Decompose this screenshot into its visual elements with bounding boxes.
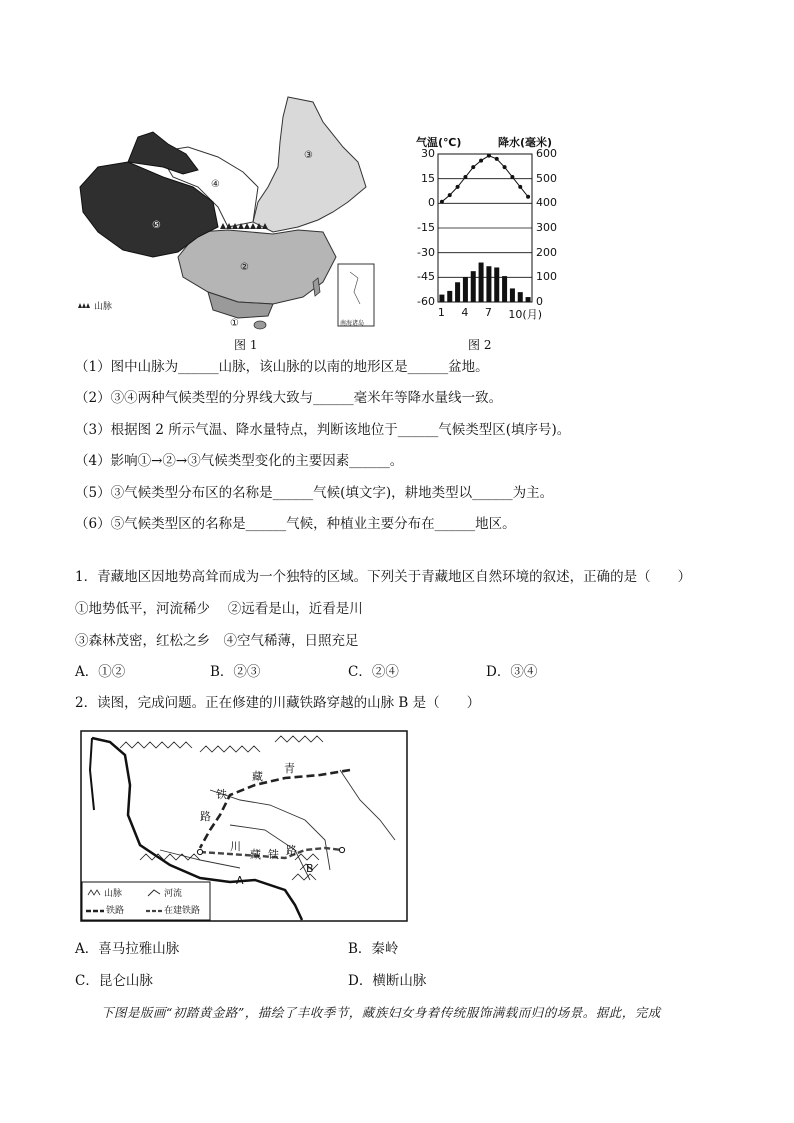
- question-part-2: （2）③④两种气候类型的分界线大致与______毫米年等降水量线一致。: [75, 390, 503, 406]
- q1-line3: ③森林茂密，红松之乡 ④空气稀薄，日照充足: [75, 633, 359, 649]
- map-label-lu: 路: [200, 810, 211, 823]
- temp-point: [440, 200, 444, 204]
- precip-bar: [439, 295, 444, 302]
- precip-bar: [447, 291, 452, 302]
- question-part-6: （6）⑤气候类型区的名称是______气候，种植业主要分布在______地区。: [75, 516, 516, 532]
- precip-bar: [494, 267, 499, 302]
- precip-tick-label: 300: [536, 221, 557, 234]
- precip-bar: [463, 277, 468, 302]
- temp-point: [495, 157, 499, 161]
- legend-mountain-label: 山脉: [94, 302, 113, 312]
- precip-bar: [510, 288, 515, 302]
- sichuan-tibet-railway-map: [80, 730, 408, 922]
- temp-point: [487, 154, 491, 158]
- precip-tick-label: 400: [536, 196, 557, 210]
- precip-tick-label: 100: [536, 270, 557, 284]
- temp-tick-label: -60: [417, 295, 435, 308]
- legend-mountain: 山脉: [104, 889, 123, 899]
- month-tick-label: 10(月): [508, 308, 542, 321]
- precip-bar: [518, 292, 523, 302]
- map-label-zang2: 藏: [250, 848, 261, 861]
- region-label-3: ③: [304, 150, 313, 161]
- month-tick-label: 1: [437, 306, 445, 319]
- temp-tick-label: 30: [421, 147, 435, 160]
- temp-point: [448, 193, 452, 197]
- map-label-qing: 青: [284, 762, 295, 775]
- temp-point: [526, 195, 530, 199]
- figure1-caption: 图 1: [234, 338, 258, 352]
- month-tick-label: 7: [484, 306, 492, 319]
- question-part-5: （5）③气候类型分布区的名称是______气候(填文字)，耕地类型以______为主。: [75, 485, 554, 501]
- legend-river: 河流: [164, 889, 183, 899]
- precip-axis-title: 降水(毫米): [498, 136, 553, 149]
- q1-option-b: B．②③: [210, 664, 261, 680]
- q1-stem: 1．青藏地区因地势高耸而成为一个独特的区域。下列关于青藏地区自然环境的叙述，正确的是（ ）: [75, 569, 692, 585]
- region-label-4: ④: [211, 179, 220, 190]
- precip-tick-label: 200: [536, 245, 557, 259]
- map-label-zang: 藏: [252, 770, 263, 783]
- q1-line2: ①地势低平，河流稀少 ②远看是山，近看是川: [75, 601, 363, 617]
- temp-point: [463, 175, 467, 179]
- temp-tick-label: -45: [417, 270, 435, 284]
- legend-rail: 铁路: [106, 906, 125, 916]
- temp-tick-label: -15: [417, 221, 435, 234]
- figure2-chart: [410, 130, 570, 330]
- temp-axis-title: 气温(℃): [416, 136, 462, 149]
- legend-rail-building: 在建铁路: [164, 906, 201, 916]
- temp-point: [503, 165, 507, 169]
- precip-tick-label: 500: [536, 171, 557, 185]
- precip-bar: [455, 282, 460, 302]
- figure1-map: [68, 92, 380, 332]
- q2-option-b: B．秦岭: [348, 941, 399, 957]
- question-part-1: （1）图中山脉为______山脉，该山脉的以南的地形区是______盆地。: [75, 359, 489, 375]
- precip-tick-label: 600: [536, 147, 557, 160]
- region-label-2: ②: [240, 262, 249, 273]
- precip-bar: [486, 266, 491, 302]
- question-part-3: （3）根据图 2 所示气温、降水量特点，判断该地位于______气候类型区(填序号)。: [75, 422, 571, 438]
- precip-bar: [471, 271, 476, 302]
- q2-stem: 2．读图，完成问题。正在修建的川藏铁路穿越的山脉 B 是（ ）: [75, 695, 481, 711]
- question-part-4: （4）影响①→②→③气候类型变化的主要因素______。: [75, 453, 404, 469]
- precip-bar: [502, 276, 507, 302]
- map-label-chuan: 川: [230, 840, 241, 853]
- map-label-lu2: 路: [286, 844, 297, 857]
- region-label-1: ①: [230, 318, 239, 329]
- temp-point: [471, 165, 475, 169]
- map-label-a: A: [236, 874, 244, 887]
- q2-option-c: C．昆仑山脉: [75, 973, 153, 989]
- temp-tick-label: 15: [421, 171, 435, 185]
- map-label-b: B: [306, 862, 314, 875]
- map-label-tie: 铁: [216, 788, 227, 801]
- q1-option-a: A．①②: [75, 664, 126, 680]
- precip-bar: [479, 263, 484, 302]
- q1-option-c: C．②④: [348, 664, 399, 680]
- china-climate-map: [68, 92, 380, 332]
- q2-map: [80, 730, 408, 922]
- temp-point: [479, 159, 483, 163]
- temp-point: [518, 185, 522, 189]
- temp-point: [510, 175, 514, 179]
- inset-label: 南海诸岛: [340, 320, 365, 327]
- figure2-caption: 图 2: [468, 338, 492, 352]
- precip-tick-label: 0: [536, 295, 543, 308]
- q2-option-d: D．横断山脉: [348, 973, 427, 989]
- q2-option-a: A．喜马拉雅山脉: [75, 941, 180, 957]
- temp-tick-label: -30: [417, 245, 435, 259]
- month-tick-label: 4: [461, 306, 469, 319]
- tail-paragraph: 下图是版画“初踏黄金路”，描绘了丰收季节，藏族妇女身着传统服饰满载而归的场景。据此，完成: [101, 1005, 661, 1020]
- map-label-tie2: 铁: [268, 848, 279, 861]
- q1-option-d: D．③④: [486, 664, 538, 680]
- temp-tick-label: 0: [428, 196, 435, 210]
- region-label-5: ⑤: [152, 220, 161, 231]
- precip-bar: [526, 297, 531, 302]
- temp-point: [456, 185, 460, 189]
